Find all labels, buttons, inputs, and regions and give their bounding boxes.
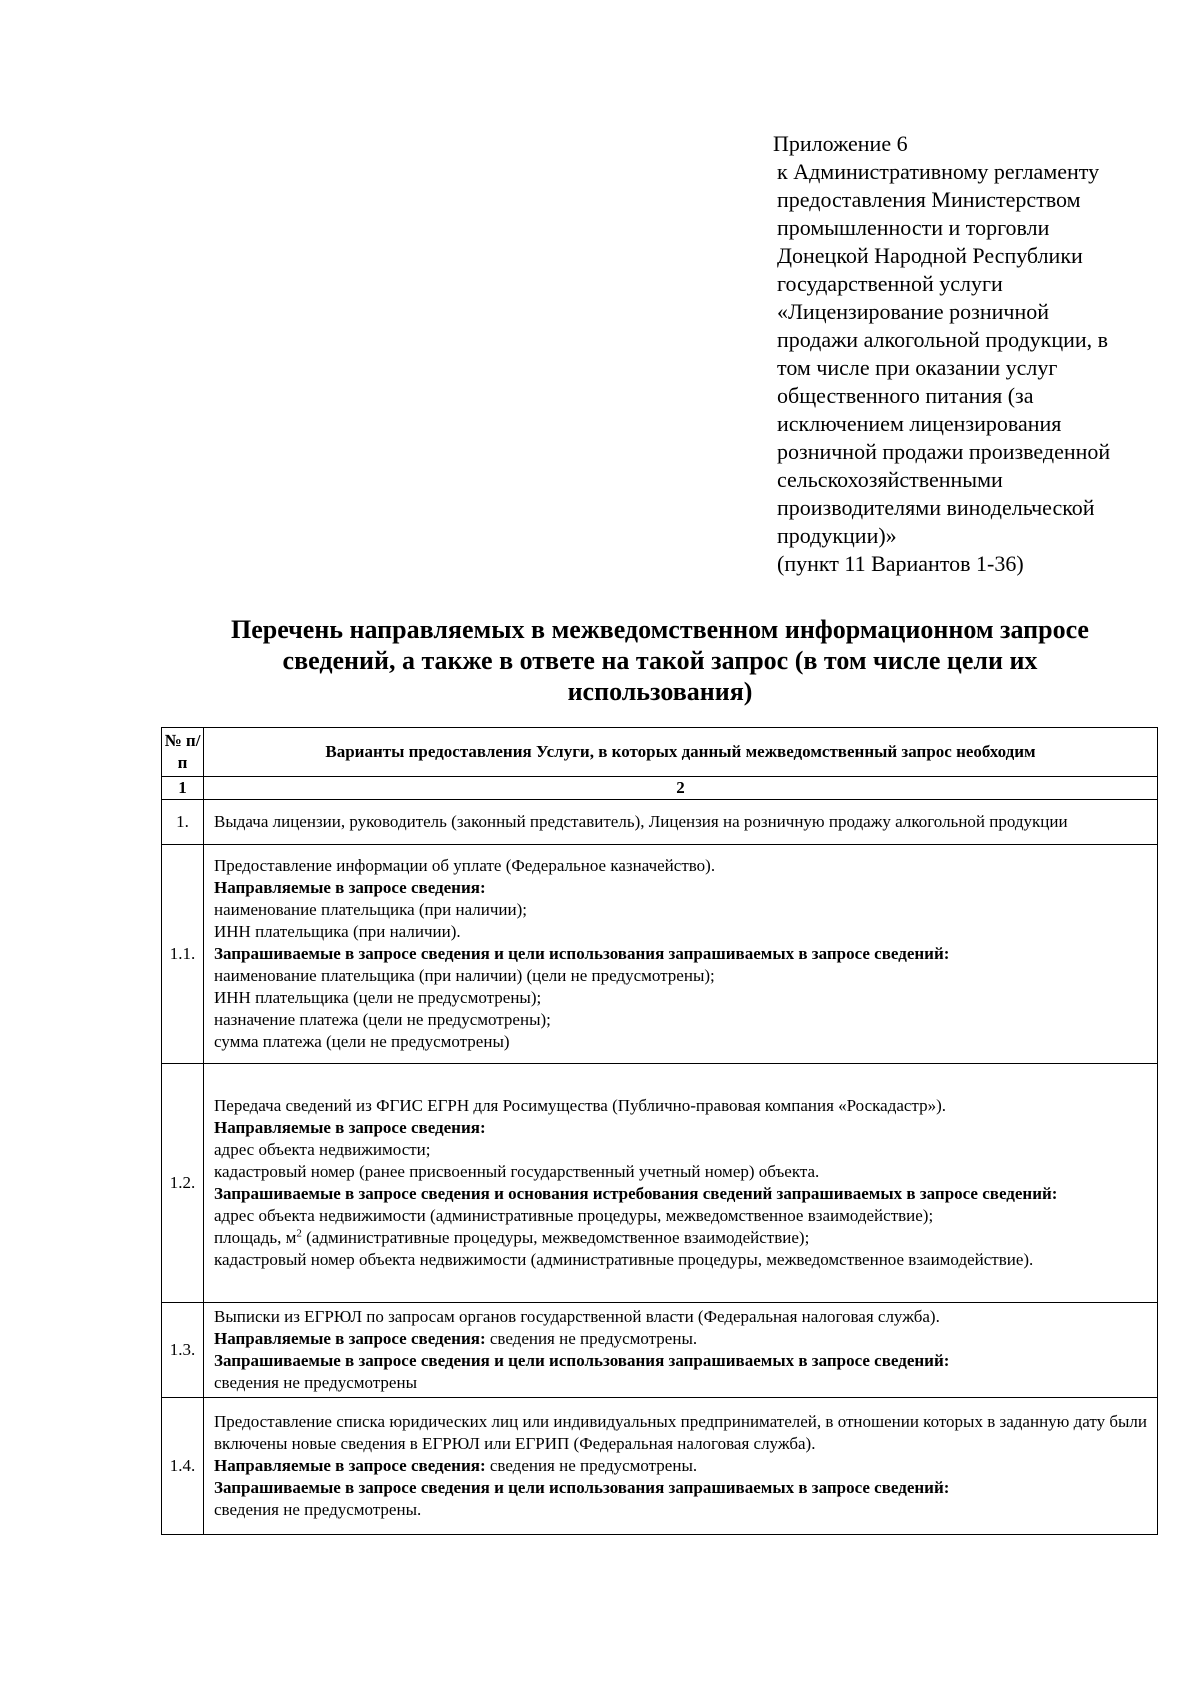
row-number: 1.1. <box>162 845 204 1064</box>
annex-line: продажи алкогольной продукции, в <box>777 327 1109 352</box>
row-line-bold: Направляемые в запросе сведения: <box>214 878 486 897</box>
row-line: ИНН плательщика (при наличии). <box>214 922 461 941</box>
row-line-bold: Запрашиваемые в запросе сведения и цели использования запрашиваемых в запросе сведений: <box>214 1351 950 1370</box>
row-content <box>204 1398 1158 1535</box>
document-title <box>160 614 1160 707</box>
column-number: 2 <box>204 777 1158 800</box>
annex-header <box>773 130 1177 578</box>
annex-title: Приложение 6 <box>773 131 908 156</box>
annex-line: промышленности и торговли <box>777 215 1050 240</box>
row-line: наименование плательщика (при наличии); <box>214 900 527 919</box>
table-header-row <box>162 728 1158 777</box>
row-line-rest: сведения не предусмотрены. <box>485 1329 698 1348</box>
annex-line: к Административному регламенту <box>777 159 1100 184</box>
annex-line: общественного питания (за <box>777 383 1034 408</box>
row-text: Выдача лицензии, руководитель (законный представитель), Лицензия на розничную продажу алкогольной продукции <box>204 800 1158 845</box>
annex-line: розничной продажи произведенной <box>777 439 1111 464</box>
annex-line: том числе при оказании услуг <box>777 355 1058 380</box>
row-line-bold: Направляемые в запросе сведения: <box>214 1456 486 1475</box>
row-line: кадастровый номер объекта недвижимости (административные процедуры, межведомственное взаимодействие). <box>214 1250 1034 1269</box>
annex-line: предоставления Министерством <box>777 187 1081 212</box>
row-line: наименование плательщика (при наличии) (цели не предусмотрены); <box>214 966 715 985</box>
row-line: адрес объекта недвижимости; <box>214 1140 431 1159</box>
row-number: 1. <box>162 800 204 845</box>
annex-line: производителями винодельческой <box>777 495 1095 520</box>
row-line-bold: Запрашиваемые в запросе сведения и основания истребования сведений запрашиваемых в запросе сведений: <box>214 1184 1058 1203</box>
area-note: (административные процедуры, межведомственное взаимодействие); <box>301 1228 810 1247</box>
row-line-bold: Запрашиваемые в запросе сведения и цели использования запрашиваемых в запросе сведений: <box>214 944 950 963</box>
row-line: Предоставление информации об уплате (Федеральное казначейство). <box>214 856 716 875</box>
row-line-bold: Запрашиваемые в запросе сведения и цели использования запрашиваемых в запросе сведений: <box>214 1478 950 1497</box>
column-number-row <box>162 777 1158 800</box>
requests-table <box>161 727 1158 1535</box>
row-number: 1.4. <box>162 1398 204 1535</box>
annex-line: продукции)» <box>777 523 897 548</box>
title-line: сведений, а также в ответе на такой запрос (в том числе цели их <box>282 646 1038 675</box>
row-line <box>214 1227 1147 1249</box>
annex-line: «Лицензирование розничной <box>777 299 1049 324</box>
title-line: использования) <box>567 677 753 706</box>
area-label: площадь, м <box>214 1228 297 1247</box>
superscript: 2 <box>296 1227 302 1240</box>
row-content <box>204 845 1158 1064</box>
row-line: Выписки из ЕГРЮЛ по запросам органов государственной власти (Федеральная налоговая служба). <box>214 1307 940 1326</box>
annex-line: (пункт 11 Вариантов 1-36) <box>777 551 1024 576</box>
row-line: адрес объекта недвижимости (административные процедуры, межведомственное взаимодействие); <box>214 1206 934 1225</box>
table-row <box>162 845 1158 1064</box>
row-line: ИНН плательщика (цели не предусмотрены); <box>214 988 542 1007</box>
row-line: сведения не предусмотрены <box>214 1373 417 1392</box>
table-row <box>162 1398 1158 1535</box>
table-row <box>162 1303 1158 1398</box>
row-line: Передача сведений из ФГИС ЕГРН для Росимущества (Публично-правовая компания «Роскадастр»). <box>214 1096 946 1115</box>
column-number: 1 <box>162 777 204 800</box>
row-line <box>214 1455 1147 1477</box>
annex-line: Донецкой Народной Республики <box>777 243 1083 268</box>
row-line-bold: Направляемые в запросе сведения: <box>214 1329 486 1348</box>
header-desc: Варианты предоставления Услуги, в которых данный межведомственный запрос необходим <box>204 728 1158 777</box>
annex-line: исключением лицензирования <box>777 411 1062 436</box>
row-line: сведения не предусмотрены. <box>214 1500 422 1519</box>
annex-line: государственной услуги <box>777 271 1003 296</box>
table-row <box>162 800 1158 845</box>
row-line: сумма платежа (цели не предусмотрены) <box>214 1032 510 1051</box>
title-line: Перечень направляемых в межведомственном информационном запросе <box>231 615 1089 644</box>
row-content <box>204 1303 1158 1398</box>
header-num: № п/п <box>162 728 204 777</box>
annex-line: сельскохозяйственными <box>777 467 1003 492</box>
row-line: Предоставление списка юридических лиц или индивидуальных предпринимателей, в отношении которых в заданную дату были включены новые сведения в ЕГРЮЛ или ЕГРИП (Федеральная налоговая служба). <box>214 1412 1147 1453</box>
row-line <box>214 1328 1147 1350</box>
row-line-rest: сведения не предусмотрены. <box>485 1456 698 1475</box>
row-line-bold: Направляемые в запросе сведения: <box>214 1118 486 1137</box>
row-line: назначение платежа (цели не предусмотрены); <box>214 1010 551 1029</box>
row-line: кадастровый номер (ранее присвоенный государственный учетный номер) объекта. <box>214 1162 820 1181</box>
row-number: 1.3. <box>162 1303 204 1398</box>
row-number: 1.2. <box>162 1064 204 1303</box>
table-row <box>162 1064 1158 1303</box>
row-content <box>204 1064 1158 1303</box>
